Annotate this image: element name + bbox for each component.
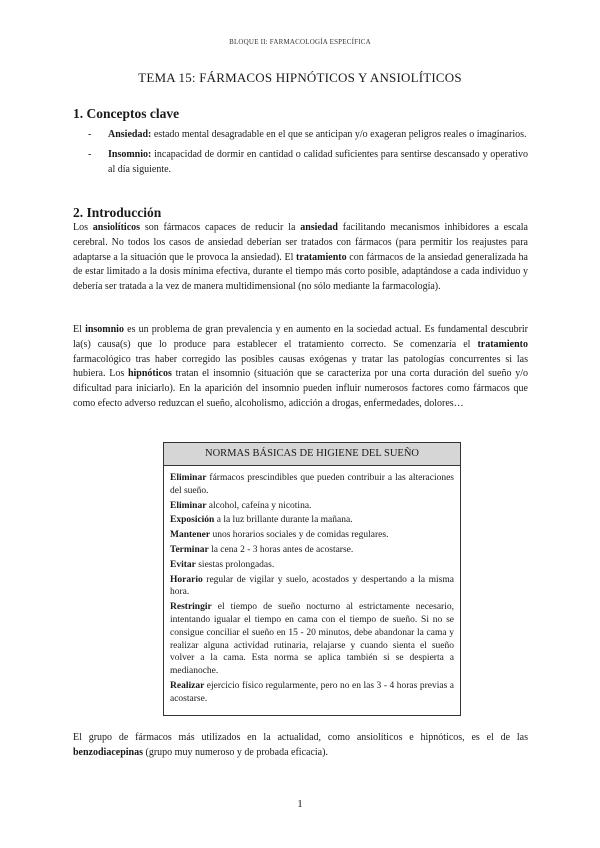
list-item (170, 574, 454, 600)
item-text: la cena 2 - 3 horas antes de acostarse. (208, 544, 354, 555)
text-run: (grupo muy numeroso y de probada eficacia). (143, 746, 328, 758)
text-run: El (73, 324, 86, 335)
bullet-dash: - (88, 129, 92, 140)
bold-term: Eliminar (170, 473, 207, 483)
list-item (88, 127, 528, 142)
section-heading-introduction: 2. Introducción (73, 205, 162, 220)
term-label: Ansiedad: (108, 129, 152, 140)
term-label: Insomnio: (108, 149, 152, 160)
list-item (170, 500, 454, 513)
text-run: es un problema de gran prevalencia y en aumento en la sociedad actual. Es fundamental descubrir la(s) causa(s) que lo produce para establecer el tratamiento correcto. Se comenzaría el (73, 324, 529, 350)
bold-term: insomnio (85, 324, 124, 335)
section-heading-concepts: 1. Conceptos clave (73, 106, 180, 121)
bold-term: ansiolíticos (92, 222, 141, 233)
bold-term: Restringir (170, 602, 212, 613)
item-text: alcohol, cafeína y nicotina. (206, 500, 312, 511)
text-run: son fármacos capaces de reducir la (140, 222, 301, 233)
text-run: con fármacos de la ansiedad generalizada ha de estar limitado a la dosis mínima efectiva, durante el tiempo más corto posible, adaptándose a cada individuo y debería ser tratada a la vez de manera multidimensional (no sólo mediante la farmacología). (73, 251, 528, 293)
text-run: tratan el insomnio (situación que se caracteriza por una corta duración del sueño y/o dificultad para iniciarlo). En la aparición del insomnio pueden influir numerosos factores como fármacos que como efecto adverso reduzcan el sueño, alcoholismo, adicción a drogas, enfermedades, dolores… (73, 368, 528, 409)
item-text: fármacos prescindibles que pueden contribuir a las alteraciones del sueño. (170, 473, 454, 496)
bold-term: ansiedad (300, 222, 338, 233)
term-definition: incapacidad de dormir en cantidad o calidad suficientes para sentirse descansado y operativo al día siguiente. (108, 149, 528, 175)
page-number: 1 (297, 798, 303, 810)
text-run: farmacológico tras haber corregido las posibles causas exógenas y tratar las patologías concurrentes si las hubiera. Los (73, 353, 528, 380)
bold-term: Terminar (170, 544, 209, 555)
text-run: El grupo de fármacos más utilizados en la actualidad, como ansiolíticos e hipnóticos, es el de las (73, 732, 528, 743)
list-item (170, 514, 454, 527)
list-item (170, 559, 454, 572)
list-item (170, 544, 454, 557)
intro-paragraph-2 (73, 323, 528, 412)
bold-term: Eliminar (170, 500, 207, 511)
text-run: Los (73, 222, 93, 233)
bold-term: Horario (170, 574, 203, 585)
item-text: ejercicio físico regularmente, pero no en las 3 - 4 horas previas a acostarse. (170, 680, 454, 704)
list-item (170, 680, 454, 706)
concepts-list (88, 127, 528, 182)
bold-term: Realizar (170, 680, 205, 691)
sleep-hygiene-box (163, 442, 461, 716)
intro-paragraph-3 (73, 731, 528, 761)
bold-term: Mantener (170, 530, 211, 541)
list-item (170, 529, 454, 542)
bold-term: hipnóticos (127, 368, 172, 380)
page-title: TEMA 15: FÁRMACOS HIPNÓTICOS Y ANSIOLÍTICOS (138, 70, 462, 85)
list-item (88, 147, 528, 177)
item-text: unos horarios sociales y de comidas regulares. (210, 530, 389, 541)
bold-term: Evitar (170, 559, 196, 570)
bold-term: tratamiento (477, 338, 528, 350)
term-definition: estado mental desagradable en el que se anticipan y/o exageran peligros reales o imaginarios. (151, 129, 527, 140)
item-text: regular de vigilar y suelo, acostados y despertando a la misma hora. (170, 574, 454, 598)
box-title: NORMAS BÁSICAS DE HIGIENE DEL SUEÑO (164, 443, 460, 466)
bold-term: benzodiacepinas (73, 746, 144, 758)
item-text: siestas prolongadas. (195, 559, 275, 570)
box-body (164, 466, 460, 706)
bold-term: Exposición (170, 515, 215, 526)
text-run: facilitando mecanismos inhibidores a escala cerebral. No todos los casos de ansiedad deberían ser tratados con fármacos (para permitir los reajustes para adaptarse a la situación que le provoca la ansiedad). El (73, 222, 529, 263)
list-item (170, 472, 454, 498)
list-item (170, 601, 454, 678)
intro-paragraph-1 (73, 221, 528, 295)
running-header: BLOQUE II: FARMACOLOGÍA ESPECÍFICA (229, 38, 371, 46)
item-text: el tiempo de sueño nocturno al estrictamente necesario, intentando igualar el tiempo en cama con el tiempo de sueño. Si no se consigue conciliar el sueño en 15 - 20 minutos, debe abandonar la cama y realizar alguna actividad rutinaria, relajarse y cuando sienta el sueño volver a la cama. Esta norma se aplica también si se despierta a medianoche. (170, 602, 454, 677)
bullet-dash: - (88, 149, 92, 160)
item-text: a la luz brillante durante la mañana. (214, 515, 353, 526)
bold-term: tratamiento (296, 251, 347, 263)
